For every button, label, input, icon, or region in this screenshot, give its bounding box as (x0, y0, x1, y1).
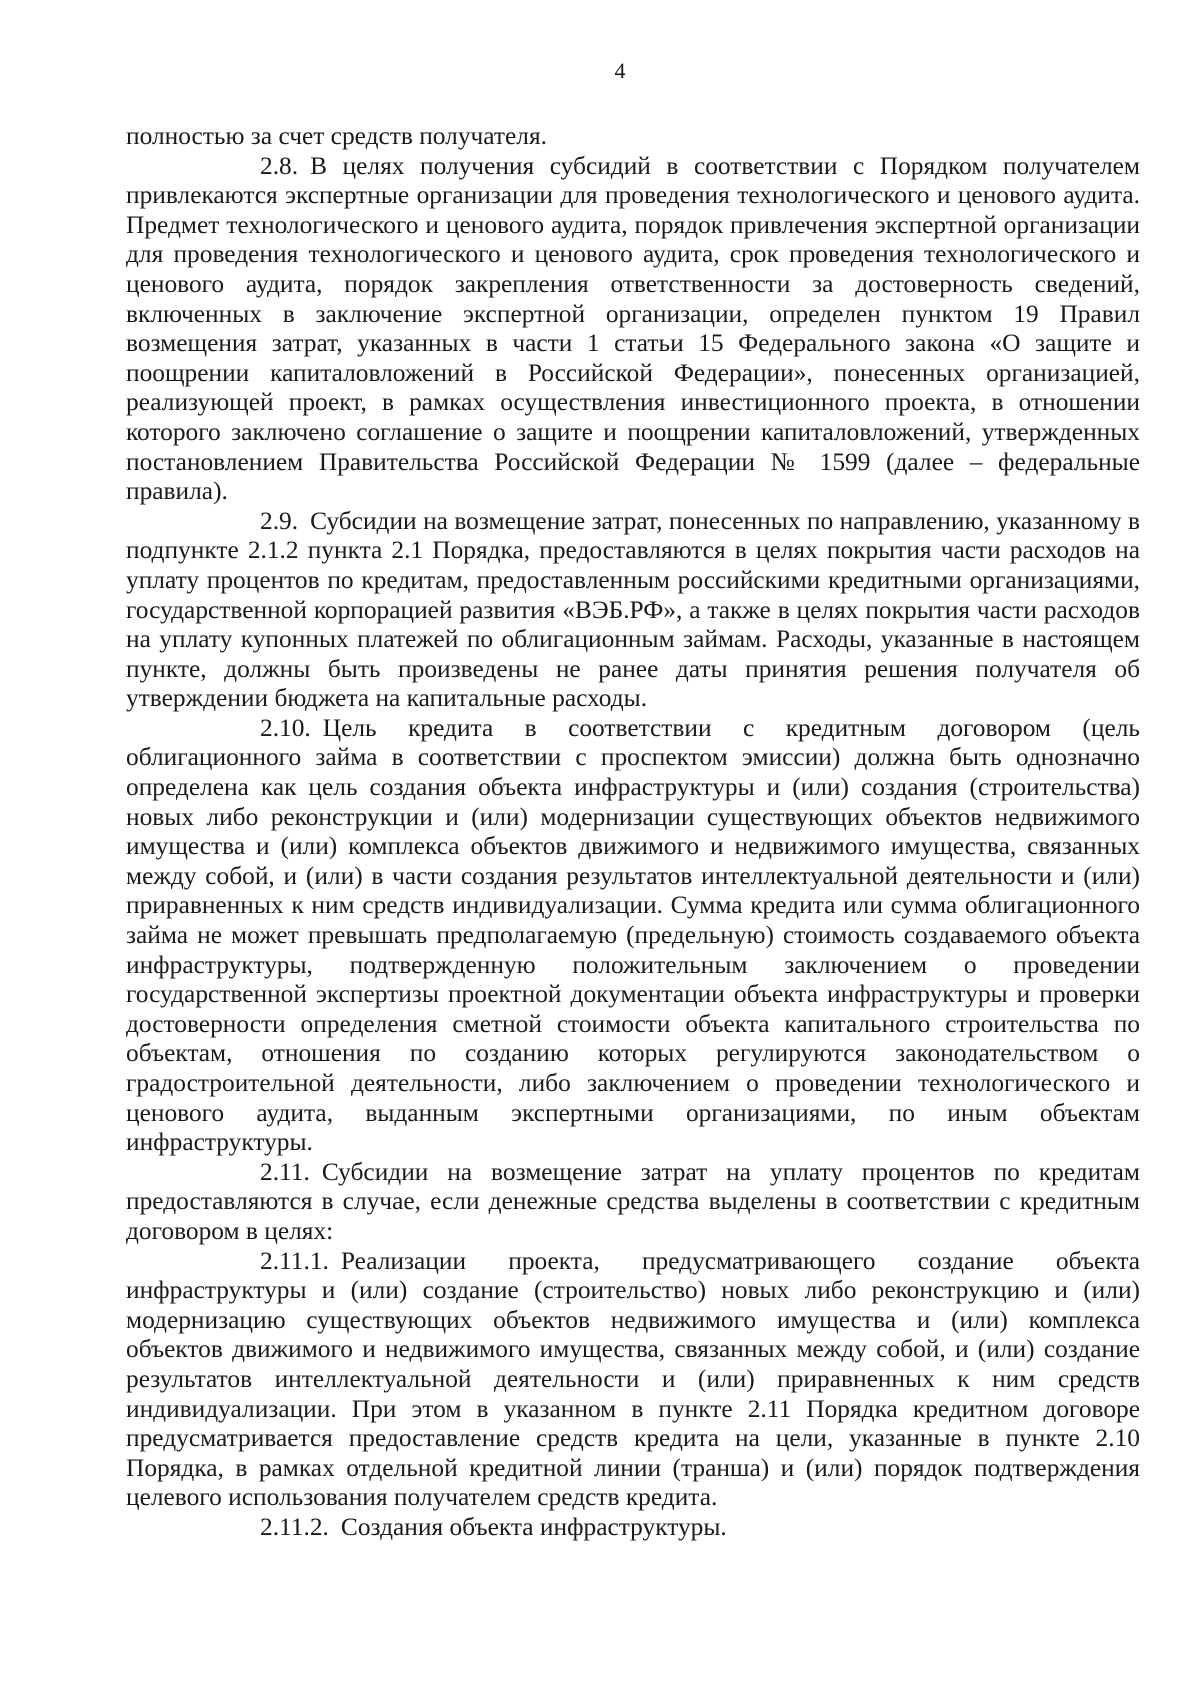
paragraph-2-11-1 (126, 1247, 1140, 1513)
paragraph-2-9 (126, 507, 1140, 714)
clause-number: 2.10. (260, 713, 311, 742)
paragraph-text: Субсидии на возмещение затрат на уплату процентов по кредитам предоставляются в случае, если денежные средства выделены в соответствии с кредитным договором в целях: (126, 1157, 1140, 1245)
paragraph-2-11-2 (126, 1513, 1140, 1543)
clause-number: 2.9. (260, 506, 299, 535)
paragraph-text: Субсидии на возмещение затрат, понесенных по направлению, указанному в подпункте 2.1.2 пункта 2.1 Порядка, предоставляются в целях покрытия части расходов на уплату процентов по кредитам, предоставленным российскими кредитными организациями, государственной корпорацией развития «ВЭБ.РФ», а также в целях покрытия части расходов на уплату купонных платежей по облигационным займам. Расходы, указанные в настоящем пункте, должны быть произведены не ранее даты принятия решения получателя об утверждении бюджета на капитальные расходы. (126, 506, 1140, 713)
page-number: 4 (614, 58, 626, 83)
paragraph-text: Цель кредита в соответствии с кредитным договором (цель облигационного займа в соответствии с проспектом эмиссии) должна быть однозначно определена как цель создания объекта инфраструктуры и (или) создания (строительства) новых либо реконструкции и (или) модернизации существующих объектов недвижимого имущества и (или) комплекса объектов движимого и недвижимого имущества, связанных между собой, и (или) в части создания результатов интеллектуальной деятельности и (или) приравненных к ним средств индивидуализации. Сумма кредита или сумма облигационного займа не может превышать предполагаемую (предельную) стоимость создаваемого объекта инфраструктуры, подтвержденную положительным заключением о проведении государственной экспертизы проектной документации объекта инфраструктуры и проверки достоверности определения сметной стоимости объекта капитального строительства по объектам, отношения по созданию которых регулируются законодательством о градостроительной деятельности, либо заключением о проведении технологического и ценового аудита, выданным экспертными организациями, по иным объектам инфраструктуры. (126, 713, 1140, 1157)
paragraph-2-11 (126, 1158, 1140, 1247)
clause-number: 2.11. (260, 1157, 310, 1186)
paragraph-2-8 (126, 152, 1140, 507)
paragraph-continuation (126, 122, 1140, 152)
paragraph-text: Реализации проекта, предусматривающего создание объекта инфраструктуры и (или) создание (строительство) новых либо реконструкцию и (или) модернизацию существующих объектов недвижимого имущества и (или) комплекса объектов движимого и недвижимого имущества, связанных между собой, и (или) создание результатов интеллектуальной деятельности и (или) приравненных к ним средств индивидуализации. При этом в указанном в пункте 2.11 Порядка кредитном договоре предусматривается предоставление средств кредита на цели, указанные в пункте 2.10 Порядка, в рамках отдельной кредитной линии (транша) и (или) порядок подтверждения целевого использования получателем средств кредита. (126, 1246, 1140, 1512)
paragraph-2-10 (126, 714, 1140, 1158)
paragraph-text: В целях получения субсидий в соответствии с Порядком получателем привлекаются экспертные организации для проведения технологического и ценового аудита. Предмет технологического и ценового аудита, порядок привлечения экспертной организации для проведения технологического и ценового аудита, срок проведения технологического и ценового аудита, порядок закрепления ответственности за достоверность сведений, включенных в заключение экспертной организации, определен пунктом 19 Правил возмещения затрат, указанных в части 1 статьи 15 Федерального закона «О защите и поощрении капиталовложений в Российской Федерации», понесенных организацией, реализующей проект, в рамках осуществления инвестиционного проекта, в отношении которого заключено соглашение о защите и поощрении капиталовложений, утвержденных постановлением Правительства Российской Федерации № 1599 (далее – федеральные правила). (126, 151, 1140, 506)
clause-number: 2.11.2. (260, 1512, 329, 1541)
clause-number: 2.11.1. (260, 1246, 329, 1275)
paragraph-text: полностью за счет средств получателя. (126, 122, 547, 150)
paragraph-text: Создания объекта инфраструктуры. (340, 1512, 727, 1541)
clause-number: 2.8. (260, 151, 299, 180)
document-body (126, 122, 1140, 1543)
